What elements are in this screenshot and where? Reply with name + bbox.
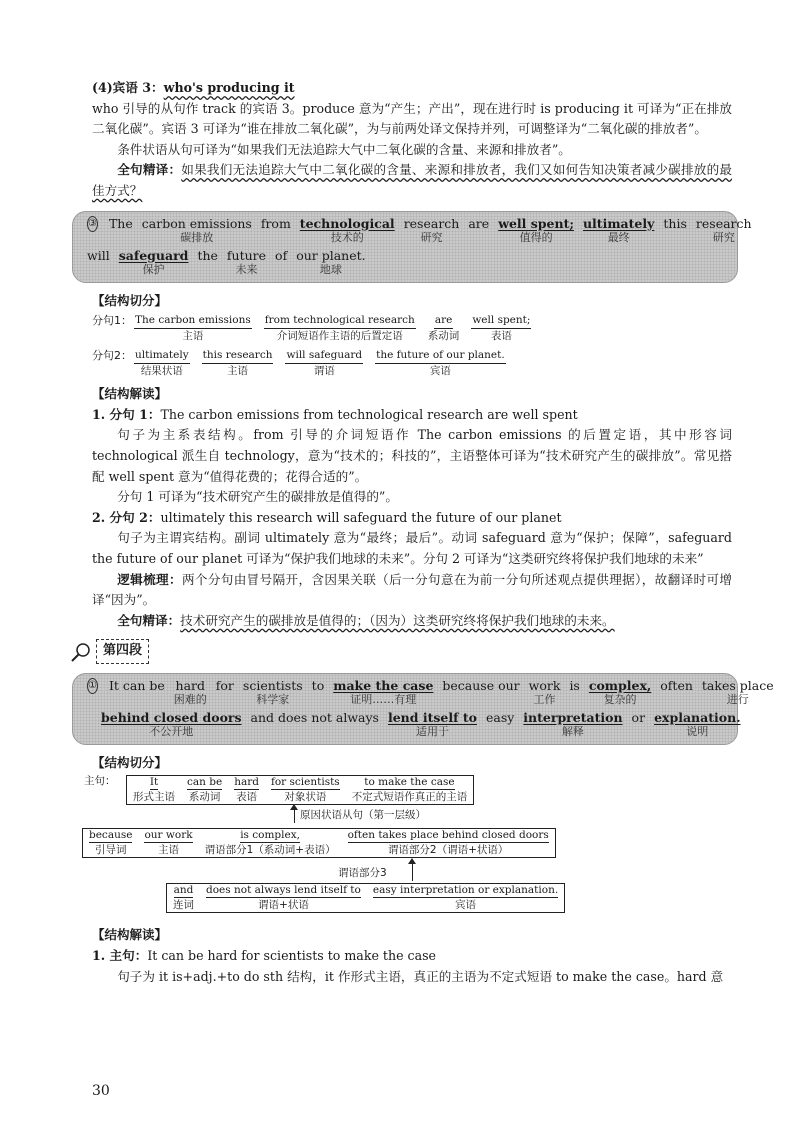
chunk-role: 对象状语: [284, 791, 327, 804]
chinese-gloss: [279, 263, 283, 276]
chinese-gloss: 困难的: [173, 692, 207, 706]
word-gloss: [404, 216, 460, 244]
english-word: The: [108, 215, 133, 231]
chinese-gloss: 技术的: [330, 230, 364, 244]
english-word: behind closed doors: [101, 709, 242, 725]
structure-chunk: [134, 349, 190, 378]
english-word: or: [631, 709, 646, 725]
chinese-gloss: 地球: [319, 262, 342, 276]
word-gloss: [101, 710, 242, 738]
english-word: are: [468, 215, 490, 231]
word-gloss: [632, 710, 646, 738]
chinese-gloss: 未来: [235, 262, 258, 276]
chinese-gloss: 碳排放: [180, 230, 214, 244]
arrow-up-1: [294, 809, 295, 823]
chinese-gloss: 不公开地: [149, 724, 194, 738]
chunk-role: 介词短语作主语的后置定语: [276, 330, 403, 343]
word-gloss: [261, 216, 291, 244]
full-translation-3: 全句精译：技术研究产生的碳排放是值得的；（因为）这类研究终将保护我们地球的未来。: [117, 612, 615, 628]
english-word: the: [197, 247, 218, 263]
chunk-role: 主语: [227, 365, 249, 378]
chunk-text: ultimately: [134, 349, 190, 364]
chunk-text: from technological research: [264, 314, 416, 329]
structure-chunk: [181, 776, 228, 804]
structure-chunk: [138, 829, 198, 857]
chunk-text: because: [89, 829, 133, 842]
structure-chunk: [200, 884, 367, 912]
chunk-role: 宾语: [455, 899, 477, 912]
chinese-gloss: [479, 693, 483, 706]
english-word: It can be: [108, 677, 165, 693]
clause2-explanation: 句子为主谓宾结构。副词 ultimately 意为“最终；最后”。动词 safeguard 意为“保护；保障”，safeguard the future of our planet 可译为“保护我们地球的未来”。分句 2 可译为“这类研究终将保护我们地球的未来”: [92, 530, 732, 566]
chinese-gloss: [675, 693, 679, 706]
word-gloss: [312, 678, 325, 706]
word-gloss: [663, 216, 687, 244]
chinese-gloss: [316, 693, 320, 706]
split-heading-2: 【结构切分】: [92, 754, 168, 770]
clause1-explanation: 句子为主系表结构。from 引导的介词短语作 The carbon emissions 的后置定语，其中形容词 technological 派生自 technology，意为“技术的；科技的”，主语整体可译为“技术研究产生的碳排放”。常见搭配 well spent 意为“值得花费的；花得合适的”。: [92, 427, 732, 484]
english-word: make the case: [333, 677, 434, 693]
structure-chunk: [428, 314, 460, 343]
chunk-role: 谓语: [313, 365, 335, 378]
reading-heading: 【结构解读】: [92, 386, 168, 402]
chinese-gloss: [119, 231, 123, 244]
sentence-number: ①: [87, 678, 98, 694]
because-clause-box: [82, 828, 556, 858]
english-word: often: [660, 677, 693, 693]
english-word: this: [663, 215, 687, 231]
sentence-1-banner: [72, 673, 774, 745]
word-gloss: [227, 248, 266, 276]
word-gloss: [87, 248, 110, 276]
split-clause-2: 分句2： ultimately 结果状语 this research 主语 will safeguard 谓语 the future of our planet. 宾语: [92, 349, 505, 378]
english-word: well spent;: [498, 215, 574, 231]
arrow2-label: 谓语部分3: [338, 867, 387, 880]
word-gloss: [654, 710, 740, 738]
english-word: of: [275, 247, 288, 263]
chunk-text: for scientists: [270, 776, 340, 789]
chinese-gloss: [135, 693, 139, 706]
arrow1-label: 原因状语从句（第一层级）: [300, 809, 426, 822]
chinese-gloss: 保护: [142, 262, 165, 276]
word-gloss: [529, 678, 561, 706]
chunk-role: 不定式短语作真正的主语: [351, 791, 468, 804]
chinese-gloss: 最终: [607, 230, 630, 244]
chunk-text: well spent;: [471, 314, 531, 329]
structure-chunk: [167, 884, 200, 912]
chunk-role: 结果状语: [140, 365, 183, 378]
chunk-text: this research: [202, 349, 274, 364]
word-gloss: [486, 710, 514, 738]
chinese-gloss: 证明……有理: [350, 692, 417, 706]
chinese-gloss: 研究: [420, 230, 443, 244]
chinese-gloss: [573, 693, 577, 706]
chinese-gloss: 进行: [726, 692, 749, 706]
word-gloss: [119, 248, 189, 276]
page-number: 30: [92, 1083, 110, 1099]
english-word: because our: [442, 677, 520, 693]
chinese-gloss: [274, 231, 278, 244]
english-word: for: [215, 677, 234, 693]
english-word: carbon emissions: [141, 215, 252, 231]
chunk-role: 系动词: [188, 791, 221, 804]
word-gloss: [660, 678, 693, 706]
word-gloss: [523, 710, 622, 738]
chinese-gloss: [673, 231, 677, 244]
word-gloss: [388, 710, 477, 738]
chinese-gloss: [97, 263, 101, 276]
structure-chunk: [342, 829, 555, 857]
structure-chunk: [346, 776, 474, 804]
p4-explanation: who 引导的从句作 track 的宾语 3。produce 意为“产生；产出”，现在进行时 is producing it 可译为“正在排放二氧化碳”。宾语 3 可译为“谁在排放二氧化碳”，为与前两处译文保持并列，可调整译为“二氧化碳的排放者”。: [92, 100, 732, 137]
reading-heading-2: 【结构解读】: [92, 927, 168, 943]
structure-chunk: [367, 884, 564, 912]
structure-chunk: [375, 349, 506, 378]
word-gloss: [174, 678, 207, 706]
chunk-role: 主语: [182, 330, 204, 343]
structure-chunk: [202, 349, 274, 378]
chunk-text: can be: [187, 776, 223, 789]
clause2-title: 2. 分句 2：ultimately this research will safeguard the future of our planet: [92, 509, 562, 525]
chunk-role: 系动词: [427, 330, 460, 343]
chinese-gloss: [313, 725, 317, 738]
magnifier-icon: [70, 642, 92, 662]
sentence-3-line2: [87, 248, 727, 276]
word-gloss: [197, 248, 217, 276]
chunk-text: does not always lend itself to: [206, 884, 361, 897]
word-gloss: [589, 678, 651, 706]
english-word: research: [695, 215, 752, 231]
chunk-role: 谓语部分1（系动词+表语）: [204, 844, 336, 857]
english-word: complex,: [588, 677, 652, 693]
chunk-text: The carbon emissions: [134, 314, 252, 329]
sentence-number: ③: [87, 216, 98, 232]
chunk-text: will safeguard: [285, 349, 363, 364]
chinese-gloss: 研究: [712, 230, 735, 244]
word-gloss: [275, 248, 287, 276]
word-gloss: [696, 216, 752, 244]
chunk-role: 表语: [236, 791, 258, 804]
chunk-role: 宾语: [429, 365, 451, 378]
arrow-up-2: [412, 863, 413, 881]
english-word: interpretation: [523, 709, 623, 725]
clause1-title: 1. 分句 1：The carbon emissions from technological research are well spent: [92, 406, 578, 422]
main-clause-label: 主句：: [84, 775, 116, 788]
chunk-text: to make the case: [364, 776, 455, 789]
word-gloss: [109, 678, 165, 706]
english-word: takes place: [701, 677, 774, 693]
chunk-text: the future of our planet.: [375, 349, 506, 364]
chunk-text: is complex,: [240, 829, 300, 842]
sentence-1-line2: [87, 709, 741, 738]
chunk-role: 主语: [158, 844, 180, 857]
structure-chunk: [471, 314, 531, 343]
english-word: safeguard: [118, 247, 189, 263]
chinese-gloss: 复杂的: [603, 692, 637, 706]
chunk-text: our work: [144, 829, 193, 842]
english-word: easy: [485, 709, 515, 725]
english-word: hard: [175, 677, 206, 693]
english-word: technological: [299, 215, 395, 231]
english-word: will: [87, 247, 110, 263]
main-clause-box: [126, 775, 474, 805]
english-word: to: [311, 677, 325, 693]
english-word: is: [569, 677, 580, 693]
chunk-text: It: [149, 776, 159, 789]
logic-note: 逻辑梳理：两个分句由冒号隔开，含因果关联（后一分句意在为前一分句所述观点提供理据），故翻译时可增译“因为”。: [92, 571, 733, 608]
chunk-text: are: [434, 314, 454, 329]
structure-chunk: [127, 776, 181, 804]
english-word: and does not always: [250, 709, 379, 725]
chunk-text: easy interpretation or explanation.: [372, 884, 559, 897]
sentence-3-banner: [72, 211, 752, 283]
english-word: future: [226, 247, 267, 263]
structure-chunk: [228, 776, 265, 804]
word-gloss: [142, 216, 252, 244]
chunk-role: 连词: [173, 899, 194, 912]
section-title: [70, 639, 732, 664]
word-gloss: [243, 678, 303, 706]
word-gloss: [498, 216, 574, 244]
english-word: research: [403, 215, 460, 231]
sentence-1-line1: [87, 677, 774, 706]
word-gloss: [468, 216, 489, 244]
word-gloss: [109, 216, 133, 244]
chinese-gloss: 说明: [686, 724, 709, 738]
p4-condition: 条件状语从句可译为“如果我们无法追踪大气中二氧化碳的含量、来源和排放者”。: [117, 141, 571, 157]
chunk-role: 引导词: [94, 844, 127, 857]
chunk-text: and: [173, 884, 194, 897]
chinese-gloss: 解释: [561, 724, 584, 738]
chinese-gloss: [637, 725, 641, 738]
english-word: our planet.: [296, 247, 366, 263]
chinese-gloss: 工作: [533, 692, 556, 706]
english-word: explanation.: [654, 709, 741, 725]
word-gloss: [583, 216, 654, 244]
chunk-role: 谓语部分2（谓语+状语）: [387, 844, 509, 857]
structure-chunk: [265, 776, 346, 804]
word-gloss: [216, 678, 234, 706]
sentence-3-line1: [87, 215, 752, 244]
chinese-gloss: 适用于: [415, 724, 449, 738]
chinese-gloss: [498, 725, 502, 738]
english-word: work: [528, 677, 561, 693]
structure-diagram: [82, 773, 732, 923]
chunk-role: 形式主语: [133, 791, 175, 804]
split-clause-1: 分句1： The carbon emissions 主语 from technological research 介词短语作主语的后置定语 are 系动词 well spent; 表语: [92, 314, 531, 343]
main-clause-title: 1. 主句：It can be hard for scientists to make the case: [92, 948, 437, 964]
structure-chunk: [285, 349, 363, 378]
chunk-role: 表语: [490, 330, 512, 343]
and-clause-box: [166, 883, 565, 913]
chinese-gloss: 值得的: [519, 230, 553, 244]
word-gloss: [333, 678, 433, 706]
word-gloss: [296, 248, 365, 276]
main-clause-explanation: 句子为 it is+adj.+to do sth 结构，it 作形式主语，真正的主语为不定式短语 to make the case。hard 意: [117, 968, 724, 984]
chunk-role: 谓语+状语: [258, 899, 309, 912]
chinese-gloss: [477, 231, 481, 244]
word-gloss: [702, 678, 774, 706]
structure-chunk: [134, 314, 252, 343]
p4-title: (4)宾语 3：who's producing it: [92, 80, 295, 95]
chinese-gloss: 科学家: [256, 692, 290, 706]
section-label: 第四段: [96, 639, 149, 664]
chinese-gloss: [223, 693, 227, 706]
structure-chunk: [83, 829, 138, 857]
p4-full-translation: 全句精译：如果我们无法追踪大气中二氧化碳的含量、来源和排放者，我们又如何告知决策者减少碳排放的最佳方式？: [92, 162, 733, 198]
page-content: [84, 78, 774, 987]
clause1-translation: 分句 1 可译为“技术研究产生的碳排放是值得的”。: [117, 489, 398, 505]
english-word: lend itself to: [387, 709, 477, 725]
chunk-text: hard: [234, 776, 259, 789]
word-gloss: [300, 216, 395, 244]
word-gloss: [251, 710, 379, 738]
english-word: scientists: [242, 677, 303, 693]
word-gloss: [569, 678, 579, 706]
word-gloss: [442, 678, 519, 706]
english-word: from: [260, 215, 291, 231]
structure-chunk: [264, 314, 416, 343]
english-word: ultimately: [582, 215, 655, 231]
chunk-text: often takes place behind closed doors: [347, 829, 549, 842]
split-heading: 【结构切分】: [92, 292, 168, 308]
structure-chunk: [199, 829, 342, 857]
chinese-gloss: [206, 263, 210, 276]
